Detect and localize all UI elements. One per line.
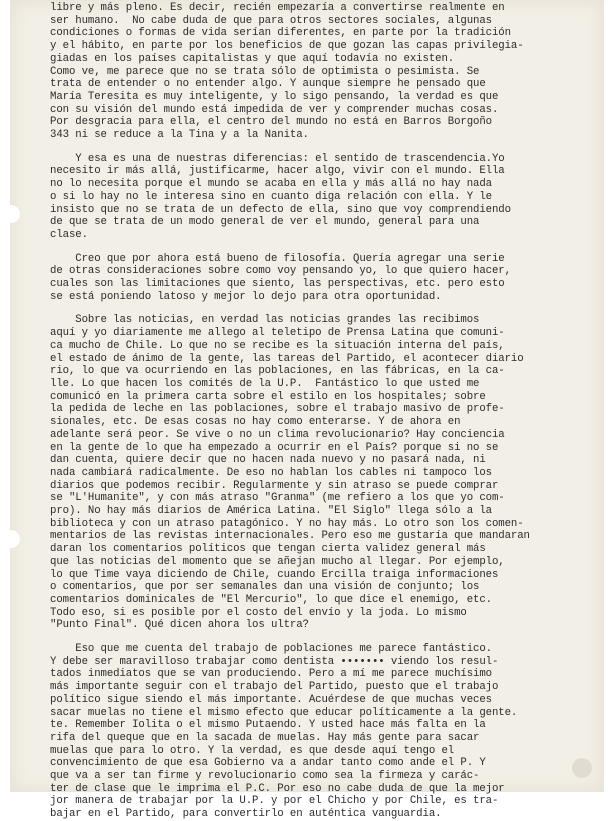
text-line: con su visión del mundo está impedida de ver y comprender muchas cosas. — [50, 103, 499, 116]
text-line: Sobre las noticias, en verdad las noticias grandes las recibimos — [50, 314, 480, 327]
punch-hole — [2, 205, 20, 223]
text-line: nada cambiará radicalmente. De eso no hablan los cables ni tampoco los — [50, 466, 492, 479]
text-line: más importante seguir con el trabajo del Partido, puesto que el trabajo — [50, 681, 499, 694]
text-line: Creo que por ahora está bueno de filosofía. Quería agregar una serie — [50, 252, 505, 265]
text-line: clase. — [50, 228, 88, 241]
text-line: de otras consideraciones sobre como voy pensando yo, lo que quiero hacer, — [50, 265, 511, 278]
text-line: aquí y yo diariamente me allego al teletipo de Prensa Latina que comuni- — [50, 327, 505, 340]
text-line: y el hábito, en parte por los beneficios de que gozan las capas privilegia- — [50, 40, 524, 53]
text-line: ter de clase que le imprima el P.C. Por eso no cabe duda de que la mejor — [50, 782, 505, 795]
paragraph — [50, 643, 600, 821]
text-line: mentarios de las revistas internacionales. Pero eso me gustaría que mandaran — [50, 530, 530, 543]
text-line: te. Remember Iolita o el mismo Putaendo. Y usted hace más falta en la — [50, 719, 486, 732]
text-line: María Teresita es muy inteligente, y lo sigo pensando, la verdad es que — [50, 90, 499, 103]
text-line: giadas en los países capitalistas y que aquí todavía no existen. — [50, 52, 455, 65]
text-line: tados inmediatos que se van produciendo. Pero a mí me parece muchísimo — [50, 668, 492, 681]
paper-mark — [572, 758, 592, 778]
text-line: la pedida de leche en las poblaciones, sobre el trabajo masivo de profe- — [50, 403, 505, 416]
text-line: Todo eso, si es posible por el costo del envío y la joda. Lo mismo — [50, 606, 467, 619]
text-line: se "L'Humanite", y con más atraso "Granma" (me refiero a los que yo com- — [50, 492, 505, 505]
text-line: ser humano. No cabe duda de que para otros sectores sociales, algunas — [50, 14, 492, 27]
text-line: bajar en el Partido, para convertirlo en auténtica vanguardia. — [50, 808, 442, 821]
text-line: sacar muelas no tiene el mismo efecto que educar políticamente a la gente. — [50, 706, 518, 719]
punch-hole — [2, 530, 20, 548]
text-line: no lo necesita porque el mundo se acaba en ella y más allá no hay nada — [50, 178, 492, 191]
text-line: en la gente de lo que ha empezado a ocurrir en el País? porque si no se — [50, 441, 499, 454]
text-line: el estado de ánimo de la gente, las tareas del Partido, el acontecer diario — [50, 352, 524, 365]
paragraph — [50, 314, 600, 632]
text-line: insisto que no se trata de un defecto de ella, sino que voy comprendiendo — [50, 203, 511, 216]
text-line: 343 ni se reduce a la Tina y a la Nanita. — [50, 129, 309, 142]
text-line: diarios que podemos recibir. Regularmente y sin atraso se puede comprar — [50, 479, 499, 492]
paragraph — [50, 253, 600, 304]
text-line: comunicó en la primera carta sobre el estilo en los hospitales; sobre — [50, 390, 486, 403]
text-line: comentarios dominicales de "El Mercurio", lo que dice el enemigo, etc. — [50, 593, 492, 606]
text-line: se está poniendo latoso y mejor lo dejo para otra oportunidad. — [50, 290, 442, 303]
text-line: pro). No hay más diarios de América Latina. "El Siglo" llega sólo a la — [50, 505, 492, 518]
text-line: adelante será peor. Se vive o no un clima revolucionario? Hay conciencia — [50, 428, 505, 441]
text-line: ca mucho de Chile. Lo que no se recibe es la situación interna del país, — [50, 339, 505, 352]
text-line: rifa del queque que en la sacada de muelas. Hay más gente para sacar — [50, 731, 480, 744]
text-line: convencimiento de que esa Gobierno va a andar tanto como ande el P. Y — [50, 757, 486, 770]
text-line: rio, lo que va ocurriendo en las poblaciones, en las fábricas, en la ca- — [50, 365, 505, 378]
text-line: daran los comentarios políticos que tengan cierta validez general más — [50, 543, 486, 556]
text-line: o comentarios, que por ser semanales dan una visión de conjunto; los — [50, 581, 480, 594]
text-line: que las noticias del momento que se añejan mucho al llegar. Por ejemplo, — [50, 555, 505, 568]
text-line: sionales, etc. De esas cosas no hay como enterarse. Y de ahora en — [50, 416, 461, 429]
text-line: "Punto Final". Qué dicen ahora los ultra? — [50, 619, 309, 632]
text-line: condiciones o formas de vida serían diferentes, en parte por la tradición — [50, 27, 511, 40]
typed-letter-page — [10, 0, 604, 821]
text-line: cuales son las limitaciones que siento, las perspectivas, etc. pero esto — [50, 278, 505, 291]
text-line: muelas que para lo otro. Y la verdad, es que desde aquí tengo el — [50, 744, 455, 757]
text-line: biblioteca y con un atraso patagónico. Y no hay más. Lo otro son los comen- — [50, 517, 524, 530]
text-line: jor manera de trabajar por la U.P. y por el Chicho y por Chile, es tra- — [50, 795, 499, 808]
text-line: Y esa es una de nuestras diferencias: el sentido de trascendencia.Yo — [50, 152, 505, 165]
paragraph — [50, 2, 600, 142]
text-line: libre y más pleno. Es decir, recién empezaría a convertirse realmente en — [50, 2, 505, 14]
text-line: trata de entender o no entender algo. Y aunque siempre he pensado que — [50, 78, 486, 91]
text-line: Como ve, me parece que no se trata sólo de optimista o pesimista. Se — [50, 65, 480, 78]
text-line: lo que Time vaya diciendo de Chile, cuando Ercilla traiga informaciones — [50, 568, 499, 581]
text-line: lle. Lo que hacen los comités de la U.P. Fantástico lo que usted me — [50, 377, 480, 390]
text-line: político sigue siendo el más importante. Acuérdese de que muchas veces — [50, 693, 492, 706]
paragraph — [50, 153, 600, 242]
text-line: Por desgracia para ella, el centro del mundo no está en Barros Borgoño — [50, 116, 492, 129]
text-line: de que se trata de un modo general de ver el mundo, general para una — [50, 216, 480, 229]
text-line: o si lo hay no le interesa sino en cuanto diga relación con ella. Y le — [50, 190, 492, 203]
text-line: que va a ser tan firme y revolucionario como sea la firmeza y carác- — [50, 770, 480, 783]
text-line: Eso que me cuenta del trabajo de poblaciones me parece fantástico. — [50, 643, 492, 656]
text-line: dan cuenta, quiere decir que no hacen nada nuevo y no pasará nada, ni — [50, 454, 486, 467]
text-line: Y debe ser maravilloso trabajar como dentista ••••••• viendo los resul- — [50, 655, 499, 668]
letter-body — [50, 2, 600, 821]
text-line: necesito ir más allá, justificarme, hacer algo, vivir con el mundo. Ella — [50, 165, 505, 178]
